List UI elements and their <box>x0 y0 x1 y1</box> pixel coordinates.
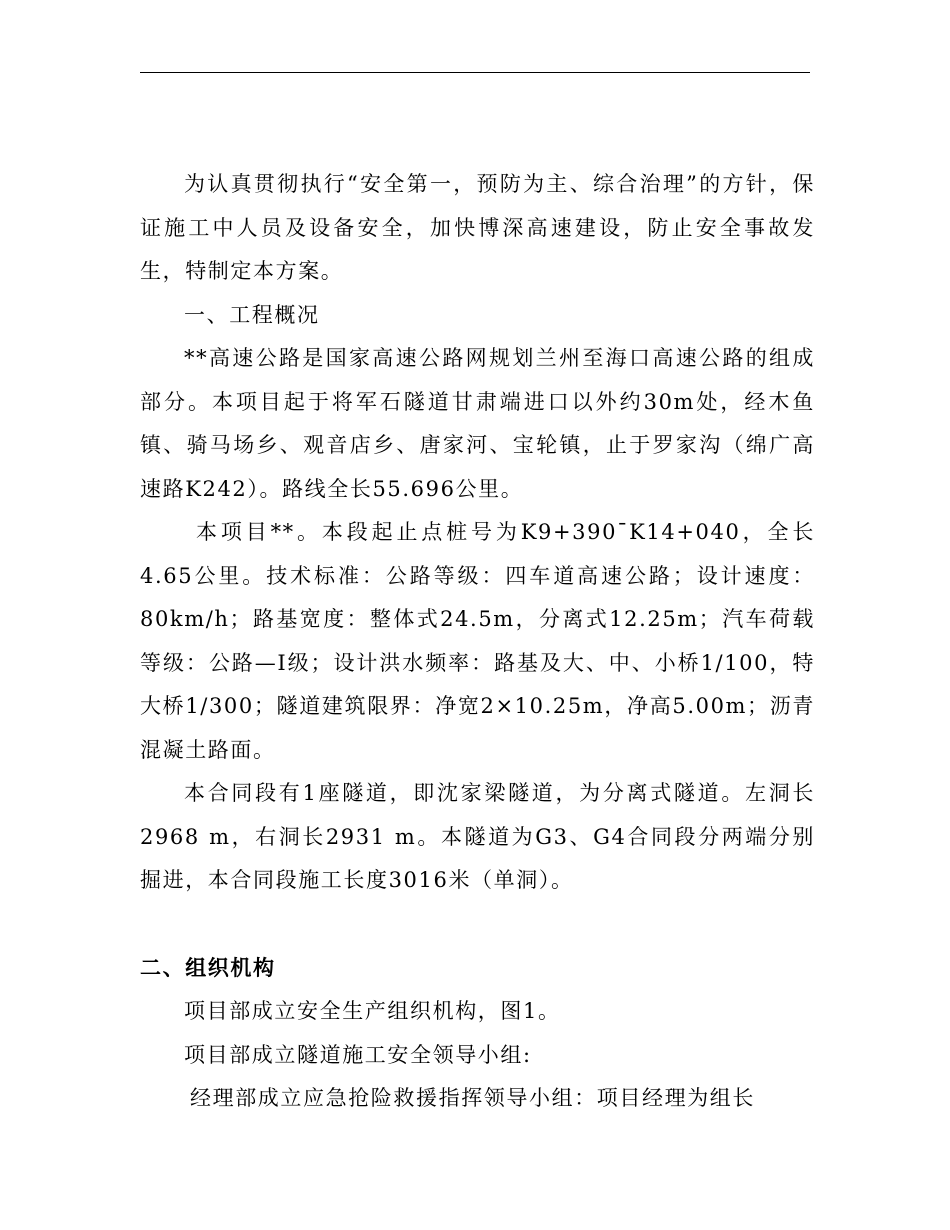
technical-standards-paragraph: 本项目**。本段起止点桩号为K9+390¯K14+040，全长4.65公里。技术标准：公路等级：四车道高速公路；设计速度：80km/h；路基宽度：整体式24.5m，分离式12.25m；汽车荷载等级：公路—I级；设计洪水频率：路基及大、中、小桥1/100，特大桥1/300；隧道建筑限界：净宽2×10.25m，净高5.00m；沥青混凝土路面。 <box>140 520 815 762</box>
intro-paragraph: 为认真贯彻执行“安全第一，预防为主、综合治理”的方针，保证施工中人员及设备安全，加快博深高速建设，防止安全事故发生，特制定本方案。 <box>140 172 815 283</box>
org-line-tunnel-safety-group: 项目部成立隧道施工安全领导小组: <box>184 1042 532 1067</box>
header-rule <box>140 72 810 73</box>
org-line-safety-structure: 项目部成立安全生产组织机构，图1。 <box>184 999 561 1023</box>
project-overview-paragraph: **高速公路是国家高速公路网规划兰州至海口高速公路的组成部分。本项目起于将军石隧道甘肃端进口以外约30m处，经木鱼镇、骑马场乡、观音店乡、唐家河、宝轮镇，止于罗家沟（绵广高速路K242）。路线全长55.696公里。 <box>140 346 815 501</box>
tunnel-paragraph: 本合同段有1座隧道，即沈家梁隧道，为分离式隧道。左洞长2968 m，右洞长2931 m。本隧道为G3、G4合同段分两端分别掘进，本合同段施工长度3016米（单洞）。 <box>140 781 815 892</box>
section-1-heading: 一、工程概况 <box>184 302 320 327</box>
org-line-emergency-group: 经理部成立应急抢险救援指挥领导小组：项目经理为组长 <box>190 1086 755 1110</box>
document-body <box>140 163 815 1121</box>
section-2-heading: 二、组织机构 <box>140 955 276 980</box>
